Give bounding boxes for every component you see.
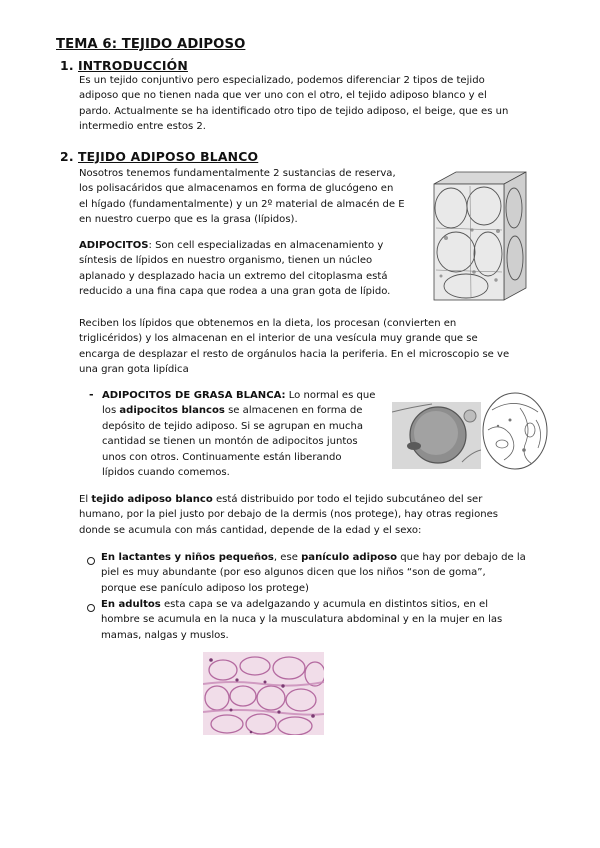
text-line: reducido a una fina capa que rodea a una gran gota de lípido. <box>79 286 391 298</box>
adipocyte-drawing <box>480 390 550 472</box>
text-line: mamas, nalgas y muslos. <box>101 629 229 641</box>
text-line: triglicéridos) y los almacenan en el interior de una vesícula muy grande que se <box>79 333 478 345</box>
adults-bullet <box>101 597 502 643</box>
text-line <box>101 597 502 612</box>
adipose-histology-micrograph <box>203 652 324 735</box>
text-line: hombre se acumula en la nuca y la musculatura abdominal y en la mujer en las <box>101 614 503 626</box>
adipose-block-illustration <box>426 168 530 304</box>
white-fat-bullet <box>102 388 375 480</box>
text-line: donde se acumula con más cantidad, depende de la edad y el sexo: <box>79 524 422 536</box>
term-bold: tejido adiposo blanco <box>91 494 213 505</box>
text-line: Nosotros tenemos fundamentalmente 2 sustancias de reserva, <box>79 168 396 179</box>
text-line <box>79 238 390 253</box>
text-line: el hígado (fundamentalmente) y un 2º material de almacén de E <box>79 198 405 210</box>
text-span: se almacenen en forma de <box>224 405 363 417</box>
term-bold: adipocitos blancos <box>119 405 225 417</box>
text-line: síntesis de lípidos en nuestro organismo, tienen un núcleo <box>79 255 373 267</box>
text-line <box>102 403 375 418</box>
text-line: depósito de tejido adiposo. Si se agrupan en mucha <box>102 420 364 432</box>
text-line: aplanado y desplazado hacia un extremo del citoplasma está <box>79 270 388 282</box>
text-line: unos con otros. Continuamente están liberando <box>102 451 342 463</box>
text-span: : Son cell especializadas en almacenamiento y <box>148 240 384 251</box>
text-span: Lo normal es que <box>285 390 376 401</box>
text-span: está distribuido por todo el tejido subcutáneo del ser <box>212 494 483 505</box>
text-span: , ese <box>273 552 302 563</box>
text-span: El <box>79 494 92 505</box>
section-number: 1. <box>60 58 74 73</box>
term-bold: En adultos <box>101 599 161 610</box>
text-line: cantidad se tienen un montón de adipocitos juntos <box>102 436 358 448</box>
lipids-paragraph <box>79 316 509 378</box>
circle-bullet-icon <box>87 604 95 612</box>
section-title: TEJIDO ADIPOSO BLANCO <box>78 149 259 164</box>
text-line: adiposo que no tienen nada que ver uno con el otro, el tejido adiposo blanco y el <box>79 90 487 102</box>
text-line: humano, por la piel justo por debajo de la dermis (nos protege), hay otras regiones <box>79 509 499 521</box>
text-span: los <box>102 405 120 417</box>
adipocitos-paragraph <box>79 238 390 300</box>
text-line <box>102 388 375 403</box>
text-line: Es un tejido conjuntivo pero especializado, podemos diferenciar 2 tipos de tejido <box>79 75 485 86</box>
text-span: esta capa se va adelgazando y acumula en distintos sitios, en el <box>160 599 489 610</box>
text-line: lípidos cuando comemos. <box>102 467 230 479</box>
section-1-heading <box>60 58 188 73</box>
term-bold: En lactantes y niños pequeños <box>101 552 274 563</box>
text-span: que hay por debajo de la <box>397 552 526 563</box>
term-bold: panículo adiposo <box>301 552 398 563</box>
text-line: Reciben los lípidos que obtenemos en la dieta, los procesan (convierten en <box>79 318 457 329</box>
text-line: una gran gota lipídica <box>79 364 189 376</box>
section-number: 2. <box>60 149 74 164</box>
text-line: en nuestro cuerpo que es la grasa (lípidos). <box>79 214 298 226</box>
text-line: intermedio entre estos 2. <box>79 121 206 133</box>
text-line <box>79 492 498 507</box>
page-title: TEMA 6: TEJIDO ADIPOSO <box>56 37 246 52</box>
reserve-paragraph <box>79 166 405 228</box>
term-bold: ADIPOCITOS <box>79 240 149 251</box>
adipocyte-micrograph <box>392 402 481 469</box>
text-line: encarga de desplazar el resto de orgánulos hacia la periferia. En el microscopio se ve <box>79 348 510 360</box>
text-line: porque ese panículo adiposo los protege) <box>101 582 309 594</box>
distribution-paragraph <box>79 492 498 538</box>
circle-bullet-icon <box>87 557 95 565</box>
text-line: piel es muy abundante (por eso algunos dicen que los niños “son de goma”, <box>101 567 486 579</box>
text-line: los polisacáridos que almacenamos en forma de glucógeno en <box>79 183 394 195</box>
dash-bullet: - <box>89 388 94 401</box>
term-bold: ADIPOCITOS DE GRASA BLANCA: <box>102 390 286 401</box>
intro-paragraph <box>79 73 508 135</box>
section-2-heading <box>60 149 258 164</box>
section-title: INTRODUCCIÓN <box>78 58 188 73</box>
text-line <box>101 550 526 565</box>
infants-bullet <box>101 550 526 596</box>
text-line: pardo. Actualmente se ha identificado otro tipo de tejido adiposo, el beige, que es un <box>79 105 509 117</box>
